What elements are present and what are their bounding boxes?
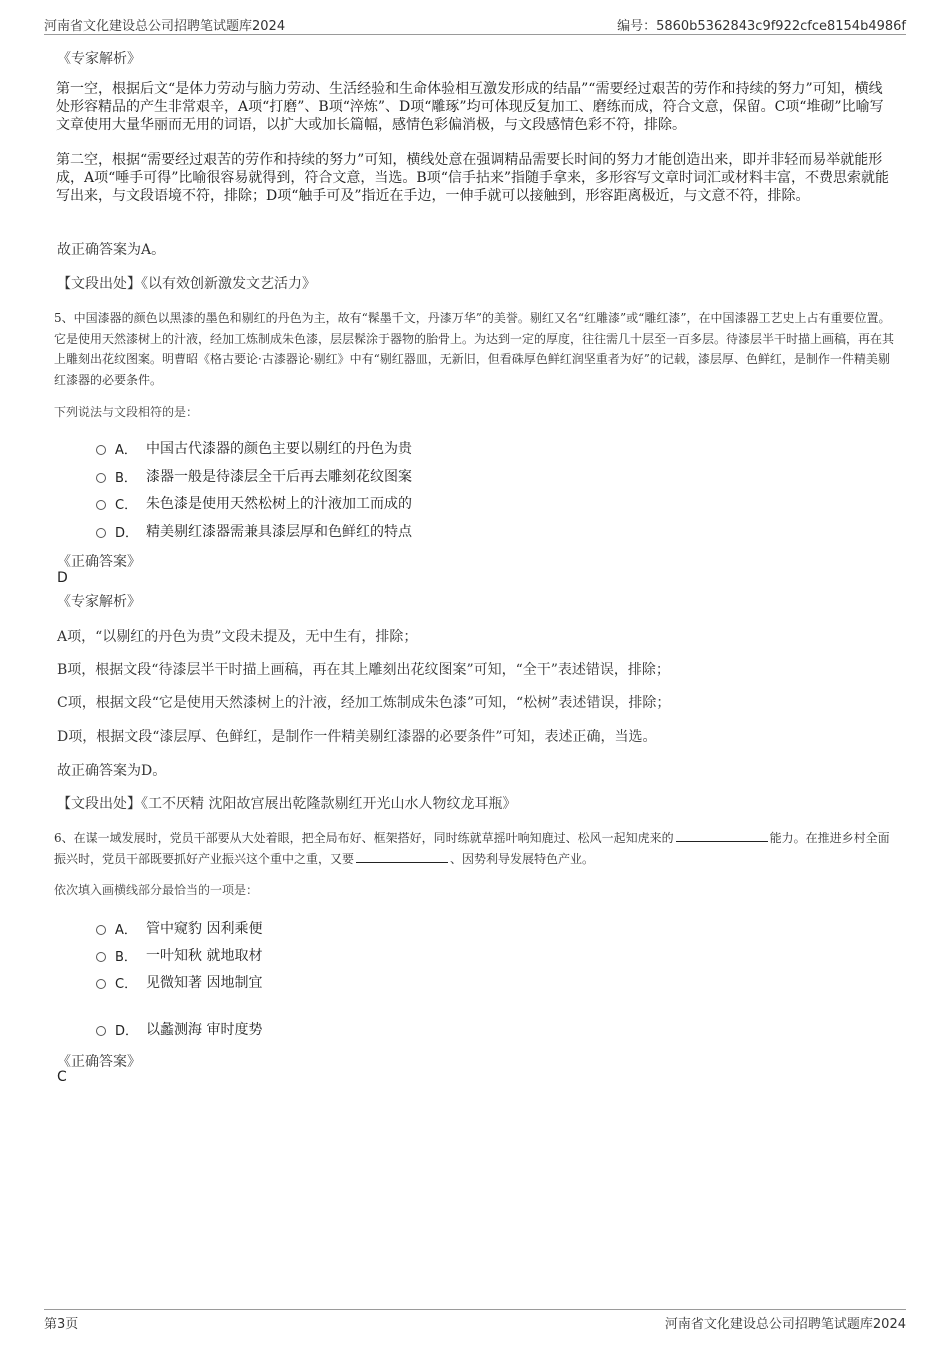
q5-option-c[interactable] (96, 493, 412, 513)
q4-source: 【文段出处】《以有效创新激发文艺活力》 (57, 276, 316, 292)
q5-analysis-b: B项，根据文段“待漆层半干时描上画稿，再在其上雕刻出花纹图案”可知，“全干”表述错误，排除； (57, 662, 670, 678)
q4-conclusion: 故正确答案为A。 (57, 242, 166, 258)
option-letter: C． (115, 497, 138, 513)
option-letter: B． (115, 470, 137, 486)
q5-option-a[interactable] (96, 438, 412, 458)
radio-icon[interactable] (96, 925, 106, 935)
option-text: 一叶知秋 就地取材 (146, 948, 263, 964)
q6-answer-label: 《正确答案》 (57, 1054, 141, 1070)
q5-answer: D (57, 570, 68, 586)
q4-analysis-label: 《专家解析》 (57, 51, 141, 67)
option-text: 管中窥豹 因利乘便 (146, 921, 263, 937)
radio-icon[interactable] (96, 473, 106, 483)
fill-blank-2 (356, 850, 448, 863)
radio-icon[interactable] (96, 528, 106, 538)
fill-blank-1 (676, 829, 768, 842)
option-text: 漆器一般是待漆层全干后再去雕刻花纹图案 (146, 469, 412, 485)
page-number: 第3页 (44, 1317, 79, 1332)
option-letter: A． (115, 922, 137, 938)
q4-analysis-p1: 第一空，根据后文“是体力劳动与脑力劳动、生活经验和生命体验相互激发形成的结晶”“需要经过艰苦的劳作和持续的努力”可知，横线处形容精品的产生非常艰辛，A项“打磨”、B项“淬炼”、D项“雕琢”均可体现反复加工、磨练而成，符合文意，保留。C项“堆砌”比喻写文章使用大量华丽而无用的词语，以扩大或加长篇幅，感情色彩偏消极，与文段感情色彩不符，排除。 (56, 81, 884, 133)
document-id: 编号：5860b5362843c9f922cfce8154b4986f (617, 19, 906, 34)
option-letter: A． (115, 442, 137, 458)
q5-question: 5、中国漆器的颜色以黑漆的墨色和剔红的丹色为主，故有“髹墨千文，丹漆万华”的美誉。剔红又名“红雕漆”或“雕红漆”，在中国漆器工艺史上占有重要位置。它是使用天然漆树上的汁液，经加工炼制成朱色漆，层层髹涂于器物的胎骨上。为达到一定的厚度，往往需几十层至一百多层。待漆层半干时描上画稿，再在其上雕刻出花纹图案。明曹昭《格古要论·古漆器论·剔红》中有“剔红器皿，无新旧，但看硃厚色鲜红润坚重者为好”的记载，漆层厚、色鲜红，是制作一件精美剔红漆器的必要条件。 (54, 311, 895, 387)
option-text: 精美剔红漆器需兼具漆层厚和色鲜红的特点 (146, 524, 412, 540)
option-text: 朱色漆是使用天然松树上的汁液加工而成的 (146, 496, 412, 512)
q5-source: 【文段出处】《工不厌精 沈阳故宫展出乾隆款剔红开光山水人物纹龙耳瓶》 (57, 796, 517, 812)
footer-title: 河南省文化建设总公司招聘笔试题库2024 (664, 1317, 906, 1332)
q6-option-c[interactable] (96, 972, 262, 992)
q6-answer: C (57, 1069, 67, 1085)
radio-icon[interactable] (96, 1026, 106, 1036)
q6-option-d[interactable] (96, 1019, 262, 1039)
header-rule (44, 34, 906, 35)
q5-analysis-c: C项，根据文段“它是使用天然漆树上的汁液，经加工炼制成朱色漆”可知，“松树”表述错误，排除； (57, 695, 671, 711)
radio-icon[interactable] (96, 979, 106, 989)
q5-option-d[interactable] (96, 521, 412, 541)
q5-option-b[interactable] (96, 466, 412, 486)
q5-analysis-a: A项，“以剔红的丹色为贵”文段未提及，无中生有，排除； (57, 629, 418, 645)
radio-icon[interactable] (96, 952, 106, 962)
option-text: 以蠡测海 审时度势 (146, 1022, 263, 1038)
q6-prompt: 依次填入画横线部分最恰当的一项是： (54, 883, 259, 897)
header-title: 河南省文化建设总公司招聘笔试题库2024 (44, 19, 286, 34)
q5-analysis-d: D项，根据文段“漆层厚、色鲜红，是制作一件精美剔红漆器的必要条件”可知，表述正确，当选。 (57, 729, 657, 745)
q5-prompt: 下列说法与文段相符的是： (54, 405, 199, 419)
q5-answer-label: 《正确答案》 (57, 554, 141, 570)
q6-question (54, 828, 896, 869)
q6-text-3: 、因势利导发展特色产业。 (450, 851, 595, 866)
option-text: 中国古代漆器的颜色主要以剔红的丹色为贵 (146, 441, 412, 457)
q5-conclusion: 故正确答案为D。 (57, 763, 167, 779)
option-letter: D． (115, 525, 139, 541)
radio-icon[interactable] (96, 500, 106, 510)
q6-option-b[interactable] (96, 945, 262, 965)
q6-option-a[interactable] (96, 918, 262, 938)
q6-text-1: 6、在谋一域发展时，党员干部要从大处着眼，把全局布好、框架搭好，同时练就草摇叶响知鹿过、松风一起知虎来的 (54, 831, 674, 845)
radio-icon[interactable] (96, 445, 106, 455)
footer-rule (44, 1309, 906, 1310)
option-text: 见微知著 因地制宜 (146, 975, 263, 991)
option-letter: B． (115, 949, 137, 965)
option-letter: C． (115, 976, 138, 992)
q6-text-2: 能力。在推进乡村全面振兴时，党员干部既要抓好产业振兴这个重中之重，又要 (54, 831, 890, 866)
option-letter: D． (115, 1023, 139, 1039)
q4-analysis-p2: 第二空，根据“需要经过艰苦的劳作和持续的努力”可知，横线处意在强调精品需要长时间的努力才能创造出来，即并非轻而易举就能形成，A项“唾手可得”比喻很容易就得到，符合文意，当选。B项“信手拈来”指随手拿来，多形容写文章时词汇或材料丰富，不费思索就能写出来，与文段语境不符，排除；D项“触手可及”指近在手边，一伸手就可以接触到，形容距离极近，与文意不符，排除。 (56, 152, 890, 204)
q5-analysis-label: 《专家解析》 (57, 594, 141, 610)
